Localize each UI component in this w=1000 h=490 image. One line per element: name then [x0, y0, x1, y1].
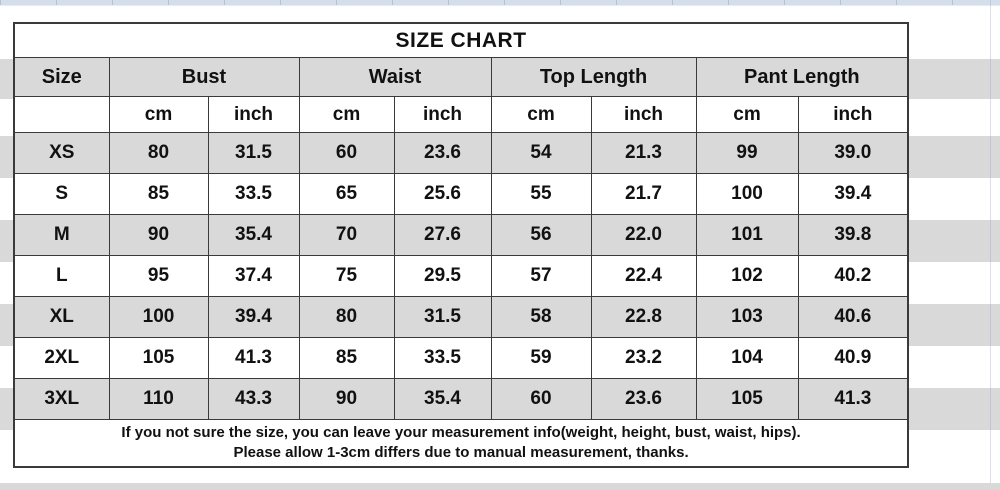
size-cell: 3XL: [14, 379, 109, 420]
value-cell: 33.5: [394, 338, 491, 379]
value-cell: 58: [491, 297, 591, 338]
value-cell: 31.5: [208, 133, 299, 174]
value-cell: 22.4: [591, 256, 696, 297]
size-cell: 2XL: [14, 338, 109, 379]
value-cell: 39.4: [208, 297, 299, 338]
value-cell: 100: [696, 174, 798, 215]
value-cell: 40.6: [798, 297, 908, 338]
value-cell: 35.4: [394, 379, 491, 420]
unit-header-blank: [14, 97, 109, 133]
value-cell: 104: [696, 338, 798, 379]
value-cell: 27.6: [394, 215, 491, 256]
measurement-note-line1: If you not sure the size, you can leave your measurement info(weight, height, bust, waist, hips).: [121, 424, 801, 441]
value-cell: 80: [109, 133, 208, 174]
value-cell: 43.3: [208, 379, 299, 420]
unit-header-waist-cm: cm: [299, 97, 394, 133]
value-cell: 55: [491, 174, 591, 215]
value-cell: 40.9: [798, 338, 908, 379]
size-cell: M: [14, 215, 109, 256]
table-row-3xl: [14, 379, 908, 420]
value-cell: 40.2: [798, 256, 908, 297]
value-cell: 75: [299, 256, 394, 297]
value-cell: 95: [109, 256, 208, 297]
value-cell: 41.3: [798, 379, 908, 420]
size-cell: S: [14, 174, 109, 215]
unit-header-bust-cm: cm: [109, 97, 208, 133]
value-cell: 56: [491, 215, 591, 256]
column-header-size: Size: [14, 58, 109, 97]
value-cell: 21.3: [591, 133, 696, 174]
value-cell: 39.0: [798, 133, 908, 174]
column-header-pant-length: Pant Length: [696, 58, 908, 97]
unit-header-pant-inch: inch: [798, 97, 908, 133]
value-cell: 85: [109, 174, 208, 215]
unit-header-top-inch: inch: [591, 97, 696, 133]
value-cell: 22.8: [591, 297, 696, 338]
value-cell: 54: [491, 133, 591, 174]
table-row-xs: [14, 133, 908, 174]
value-cell: 105: [109, 338, 208, 379]
column-header-bust: Bust: [109, 58, 299, 97]
spreadsheet-gridline: [990, 0, 991, 490]
value-cell: 105: [696, 379, 798, 420]
spreadsheet-top-strip: [0, 0, 1000, 6]
value-cell: 85: [299, 338, 394, 379]
value-cell: 90: [109, 215, 208, 256]
value-cell: 70: [299, 215, 394, 256]
value-cell: 102: [696, 256, 798, 297]
table-row-xl: [14, 297, 908, 338]
value-cell: 100: [109, 297, 208, 338]
value-cell: 31.5: [394, 297, 491, 338]
column-header-top-length: Top Length: [491, 58, 696, 97]
value-cell: 60: [299, 133, 394, 174]
value-cell: 37.4: [208, 256, 299, 297]
value-cell: 22.0: [591, 215, 696, 256]
value-cell: 23.6: [394, 133, 491, 174]
unit-header-bust-inch: inch: [208, 97, 299, 133]
value-cell: 65: [299, 174, 394, 215]
value-cell: 21.7: [591, 174, 696, 215]
value-cell: 35.4: [208, 215, 299, 256]
value-cell: 23.2: [591, 338, 696, 379]
value-cell: 25.6: [394, 174, 491, 215]
measurement-note: [14, 420, 908, 468]
column-header-waist: Waist: [299, 58, 491, 97]
value-cell: 101: [696, 215, 798, 256]
unit-header-top-cm: cm: [491, 97, 591, 133]
size-cell: XL: [14, 297, 109, 338]
bottom-strip: [0, 483, 1000, 490]
value-cell: 90: [299, 379, 394, 420]
unit-header-waist-inch: inch: [394, 97, 491, 133]
value-cell: 33.5: [208, 174, 299, 215]
value-cell: 103: [696, 297, 798, 338]
size-cell: L: [14, 256, 109, 297]
table-row-2xl: [14, 338, 908, 379]
table-title: SIZE CHART: [14, 23, 908, 58]
value-cell: 23.6: [591, 379, 696, 420]
table-row-s: [14, 174, 908, 215]
value-cell: 39.8: [798, 215, 908, 256]
table-row-m: [14, 215, 908, 256]
size-chart-table: [13, 22, 909, 468]
value-cell: 57: [491, 256, 591, 297]
measurement-note-line2: Please allow 1-3cm differs due to manual measurement, thanks.: [233, 444, 689, 461]
value-cell: 39.4: [798, 174, 908, 215]
value-cell: 41.3: [208, 338, 299, 379]
value-cell: 80: [299, 297, 394, 338]
unit-header-pant-cm: cm: [696, 97, 798, 133]
value-cell: 110: [109, 379, 208, 420]
value-cell: 99: [696, 133, 798, 174]
table-row-l: [14, 256, 908, 297]
value-cell: 59: [491, 338, 591, 379]
value-cell: 29.5: [394, 256, 491, 297]
size-cell: XS: [14, 133, 109, 174]
value-cell: 60: [491, 379, 591, 420]
